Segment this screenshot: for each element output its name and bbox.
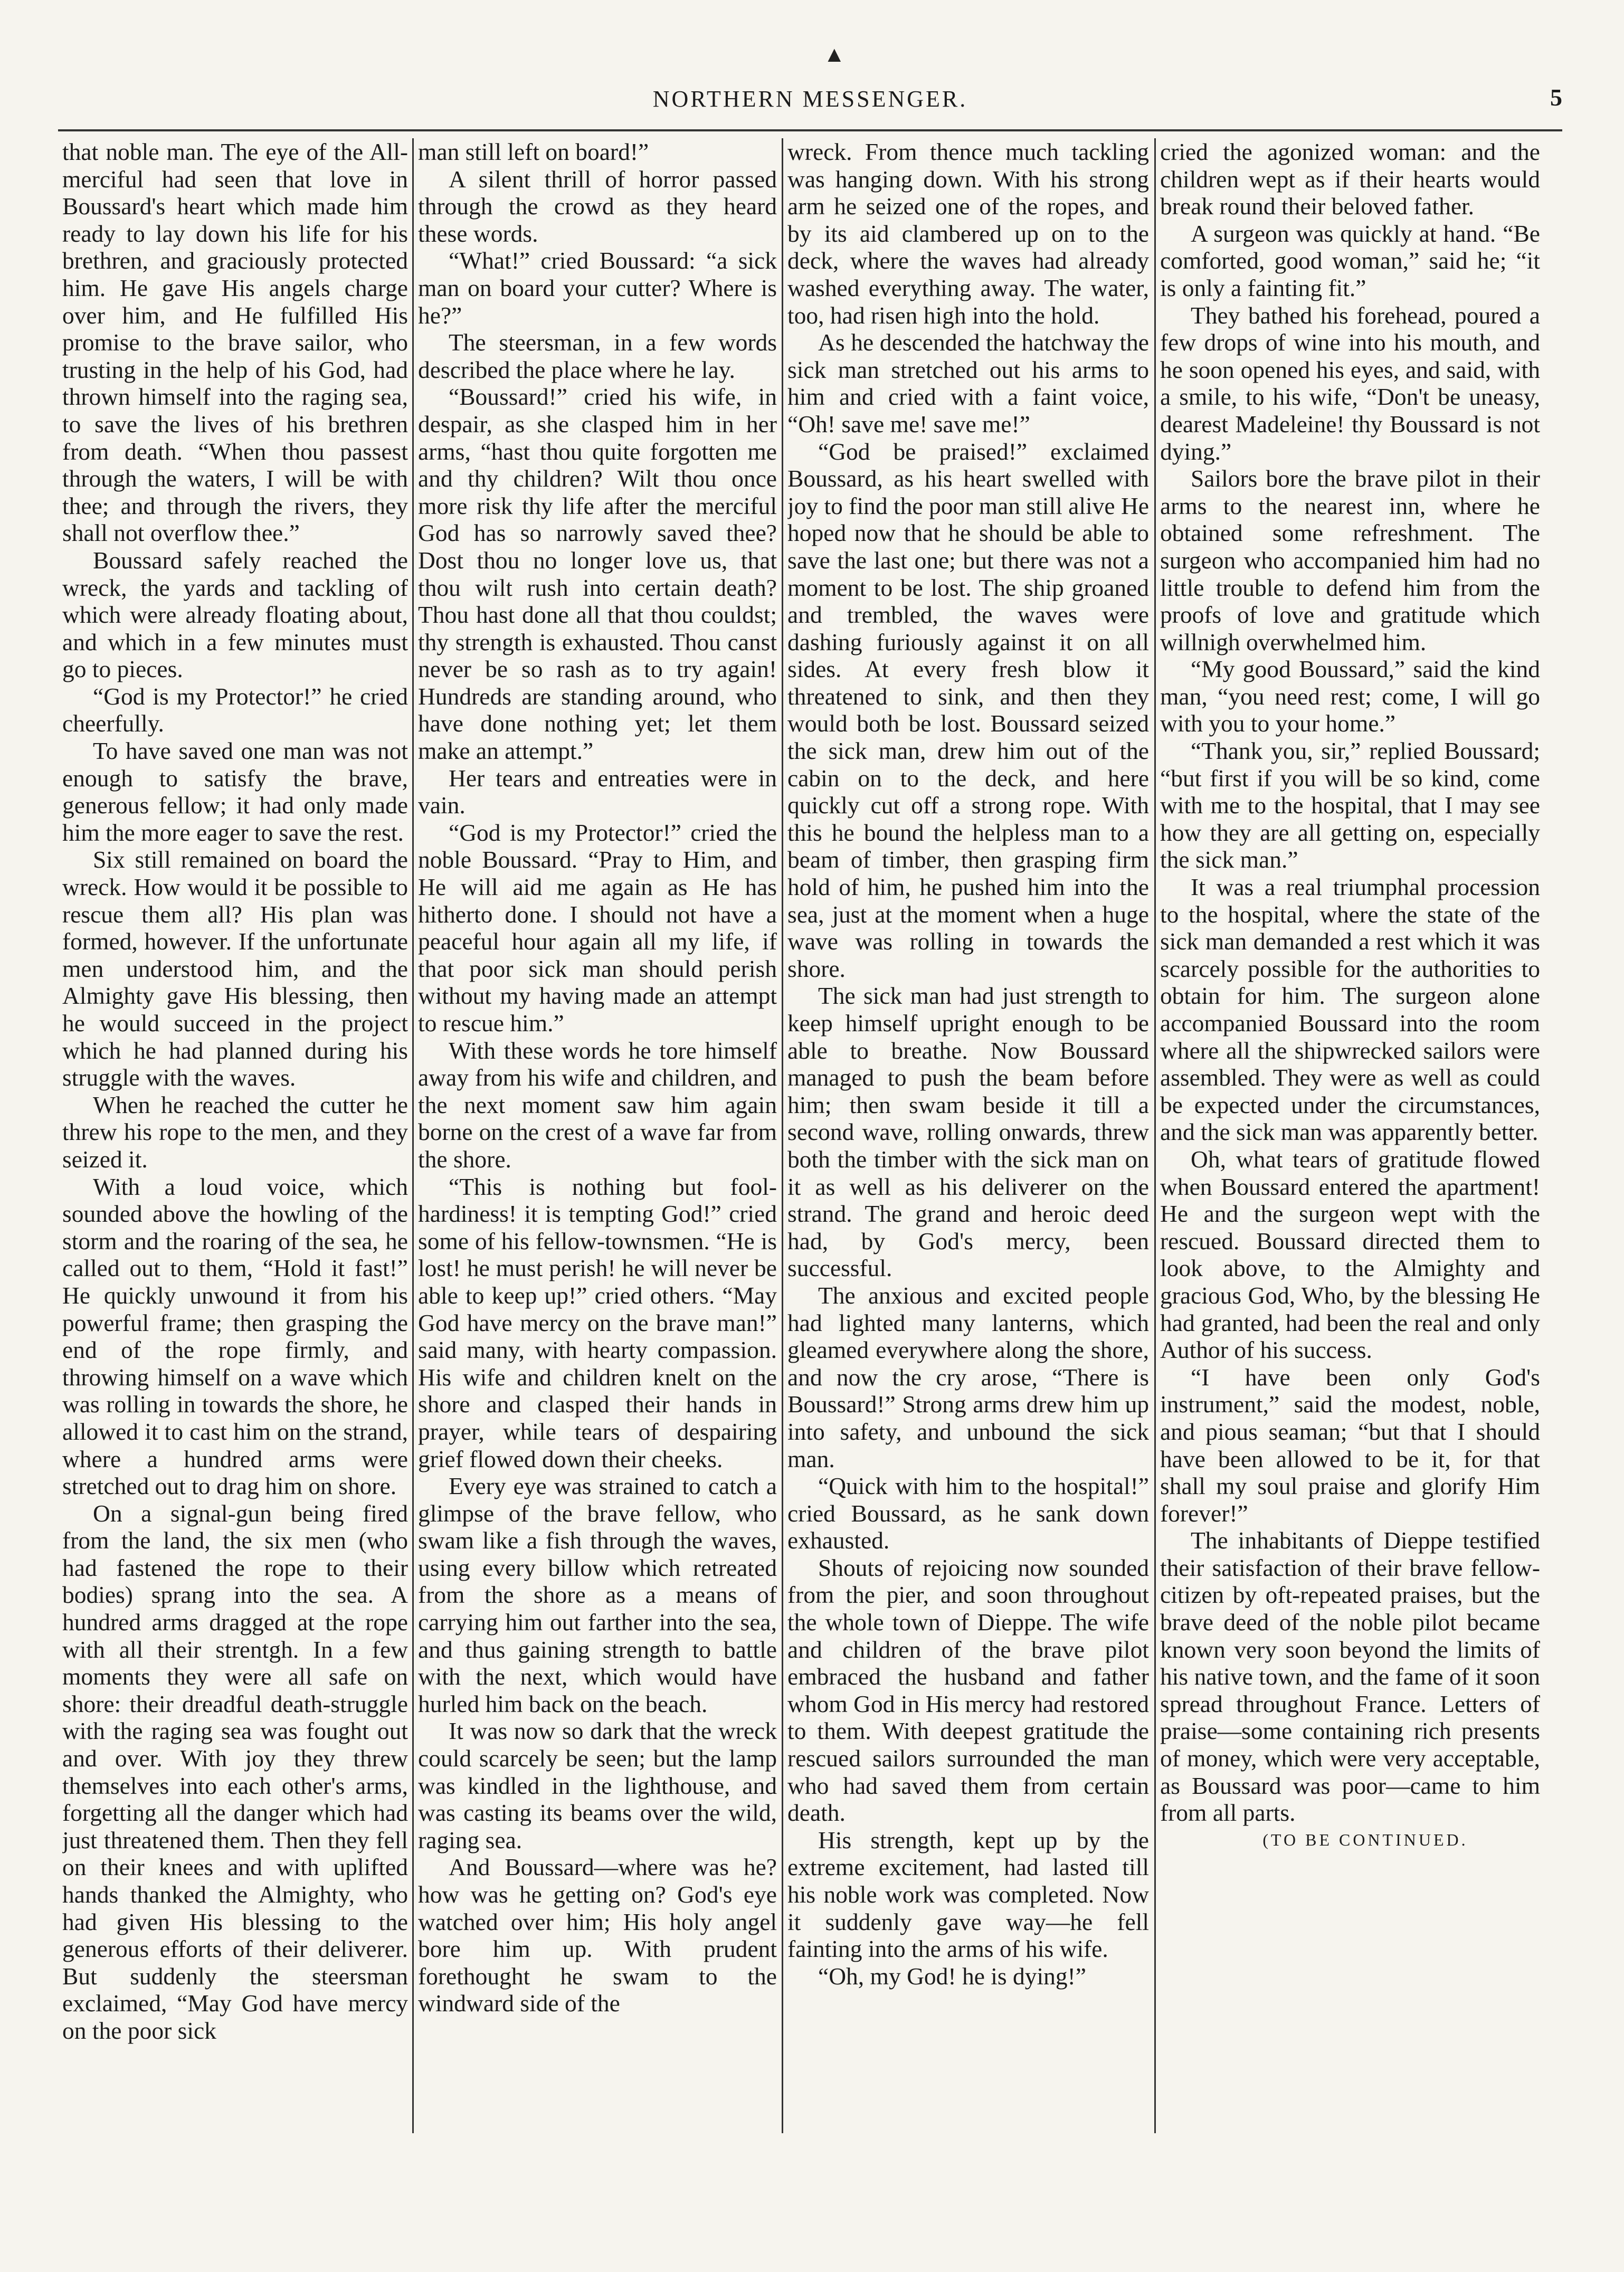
paragraph: And Boussard—where was he? how was he getting on? God's eye watched over him; His holy angel bore him up. With prudent forethought he swam to the windward side of the — [418, 1853, 777, 2017]
page-header — [58, 79, 1562, 121]
paragraph: Her tears and entreaties were in vain. — [418, 764, 777, 819]
paragraph: “What!” cried Boussard: “a sick man on board your cutter? Where is he?” — [418, 247, 777, 329]
article-column-4 — [1160, 138, 1540, 2133]
paragraph: As he descended the hatchway the sick man stretched out his arms to him and cried with a faint voice, “Oh! save me! save me!” — [787, 329, 1149, 438]
paragraph: Sailors bore the brave pilot in their arms to the nearest inn, where he obtained some refreshment. The surgeon who accompanied him had no little trouble to defend him from the proofs of love and gratitude which willnigh overwhelmed him. — [1160, 465, 1540, 655]
article-column-3 — [787, 138, 1149, 2133]
paragraph: It was now so dark that the wreck could scarcely be seen; but the lamp was kindled in the lighthouse, and was casting its beams over the wild, raging sea. — [418, 1717, 777, 1853]
paragraph: “God is my Protector!” cried the noble Boussard. “Pray to Him, and He will aid me again as He has hitherto done. I should not have a peaceful hour again all my life, if that poor sick man should perish without my having made an attempt to rescue him.” — [418, 819, 777, 1037]
paragraph: “This is nothing but fool-hardiness! it is tempting God!” cried some of his fellow-townsmen. “He is lost! he must perish! he will never be able to keep up!” cried others. “May God have mercy on the brave man!” said many, with hearty compassion. His wife and children knelt on the shore and clasped their hands in prayer, while tears of despairing grief flowed down their cheeks. — [418, 1173, 777, 1472]
paragraph: On a signal-gun being fired from the land, the six men (who had fastened the rope to their bodies) sprang into the sea. A hundred arms dragged at the rope with all their strentgh. In a few moments they were all safe on shore: their dreadful death-struggle with the raging sea was fought out and over. With joy they threw themselves into each other's arms, forgetting all the danger which had just threatened them. Then they fell on their knees and with uplifted hands thanked the Almighty, who had given His blessing to the generous efforts of their deliverer. But suddenly the steersman exclaimed, “May God have mercy on the poor sick — [62, 1499, 408, 2044]
paragraph: “God is my Protector!” he cried cheerfully. — [62, 682, 408, 737]
paragraph: With these words he tore himself away from his wife and children, and the next moment saw him again borne on the crest of a wave far from the shore. — [418, 1037, 777, 1173]
paragraph: “My good Boussard,” said the kind man, “you need rest; come, I will go with you to your home.” — [1160, 655, 1540, 737]
paragraph: With a loud voice, which sounded above the howling of the storm and the roaring of the sea, he called out to them, “Hold it fast!” He quickly unwound it from his powerful frame; then grasping the end of the rope firmly, and throwing himself on a wave which was rolling in towards the shore, he allowed it to cast him on the strand, where a hundred arms were stretched out to drag him on shore. — [62, 1173, 408, 1500]
paragraph: To have saved one man was not enough to satisfy the brave, generous fellow; it had only made him the more eager to save the rest. — [62, 737, 408, 846]
paragraph: Oh, what tears of gratitude flowed when Boussard entered the apartment! He and the surgeon wept with the rescued. Boussard directed them to look above, to the Almighty and gracious God, Who, by the blessing He had granted, had been the real and only Author of his success. — [1160, 1145, 1540, 1364]
column-divider — [1154, 138, 1156, 2133]
paragraph: It was a real triumphal procession to the hospital, where the state of the sick man demanded a rest which it was scarcely possible for the authorities to obtain for him. The surgeon alone accompanied Boussard into the room where all the shipwrecked sailors were assembled. They were as well as could be expected under the circumstances, and the sick man was apparently better. — [1160, 873, 1540, 1146]
page-number: 5 — [1550, 84, 1562, 111]
paragraph: The anxious and excited people had lighted many lanterns, which gleamed everywhere along the shore, and now the cry arose, “There is Boussard!” Strong arms drew him up into safety, and unbound the sick man. — [787, 1281, 1149, 1472]
column-divider — [782, 138, 783, 2133]
paragraph: “Quick with him to the hospital!” cried Boussard, as he sank down exhausted. — [787, 1472, 1149, 1554]
paragraph: “God be praised!” exclaimed Boussard, as his heart swelled with joy to find the poor man still alive He hoped now that he should be able to save the last one; but there was not a moment to be lost. The ship groaned and trembled, the waves were dashing furiously against it on all sides. At every fresh blow it threatened to sink, and then they would both be lost. Boussard seized the sick man, drew him out of the cabin on to the deck, and here quickly cut off a strong rope. With this he bound the helpless man to a beam of timber, then grasping firm hold of him, he pushed him into the sea, just at the moment when a huge wave was rolling in towards the shore. — [787, 438, 1149, 982]
ink-mark-icon: ▲ — [823, 43, 846, 67]
header-rule — [58, 129, 1562, 131]
to-be-continued: (TO BE CONTINUED. — [1262, 1830, 1468, 1849]
paragraph: Shouts of rejoicing now sounded from the pier, and soon throughout the whole town of Dieppe. The wife and children of the brave pilot embraced the husband and father whom God in His mercy had restored to them. With deepest gratitude the rescued sailors surrounded the man who had saved them from certain death. — [787, 1554, 1149, 1827]
publication-title: NORTHERN MESSENGER. — [652, 86, 968, 112]
column-divider — [412, 138, 414, 2133]
paragraph: “I have been only God's instrument,” said the modest, noble, and pious seaman; “but that I should have been allowed to be it, for that shall my soul praise and glorify Him forever!” — [1160, 1363, 1540, 1527]
paragraph: Six still remained on board the wreck. How would it be possible to rescue them all? His plan was formed, however. If the unfortunate men understood him, and the Almighty gave His blessing, then he would succeed in the project which he had planned during his struggle with the waves. — [62, 846, 408, 1091]
paragraph: Every eye was strained to catch a glimpse of the brave fellow, who swam like a fish through the waves, using every billow which retreated from the shore as a means of carrying him out farther into the sea, and thus gaining strength to battle with the next, which would have hurled him back on the beach. — [418, 1472, 777, 1717]
paragraph: “Thank you, sir,” replied Boussard; “but first if you will be so kind, come with me to the hospital, that I may see how they are all getting on, especially the sick man.” — [1160, 737, 1540, 873]
paragraph: Boussard safely reached the wreck, the yards and tackling of which were already floating about, and which in a few minutes must go to pieces. — [62, 546, 408, 683]
paragraph: The inhabitants of Dieppe testified their satisfaction of their brave fellow-citizen by oft-repeated praises, but the brave deed of the noble pilot became known very soon beyond the limits of his native town, and the fame of it soon spread throughout France. Letters of praise—some containing rich presents of money, which were very acceptable, as Boussard was poor—came to him from all parts. — [1160, 1527, 1540, 1827]
paragraph: “Oh, my God! he is dying!” — [818, 1962, 1086, 1990]
paragraph: His strength, kept up by the extreme excitement, had lasted till his noble work was completed. Now it suddenly gave way—he fell fainting into the arms of his wife. — [787, 1826, 1149, 1963]
paragraph: cried the agonized woman: and the children wept as if their hearts would break round their beloved father. — [1160, 138, 1540, 220]
paragraph: When he reached the cutter he threw his rope to the men, and they seized it. — [62, 1091, 408, 1173]
paragraph: They bathed his forehead, poured a few drops of wine into his mouth, and he soon opened his eyes, and said, with a smile, to his wife, “Don't be uneasy, dearest Madeleine! thy Boussard is not dying.” — [1160, 301, 1540, 465]
paragraph: A silent thrill of horror passed through the crowd as they heard these words. — [418, 165, 777, 247]
paragraph: that noble man. The eye of the All-merciful had seen that love in Boussard's heart which made him ready to lay down his life for his brethren, and graciously protected him. He gave His angels charge over him, and He fulfilled His promise to the brave sailor, who trusting in the help of his God, had thrown himself into the raging sea, to save the lives of his brethren from death. “When thou passest through the waters, I will be with thee; and through the rivers, they shall not overflow thee.” — [62, 138, 408, 547]
paragraph: wreck. From thence much tackling was hanging down. With his strong arm he seized one of the ropes, and by its aid clambered up on to the deck, where the waves had already washed everything away. The water, too, had risen high into the hold. — [787, 138, 1149, 329]
article-column-1 — [62, 138, 408, 2133]
article-column-2 — [418, 138, 777, 2133]
paragraph: man still left on board!” — [418, 138, 649, 165]
paragraph: A surgeon was quickly at hand. “Be comforted, good woman,” said he; “it is only a fainting fit.” — [1160, 220, 1540, 301]
paragraph: The sick man had just strength to keep himself upright enough to be able to breathe. Now Boussard managed to push the beam before him; then swam beside it till a second wave, rolling onwards, threw both the timber with the sick man on it as well as his deliverer on the strand. The grand and heroic deed had, by God's mercy, been successful. — [787, 982, 1149, 1282]
paragraph: “Boussard!” cried his wife, in despair, as she clasped him in her arms, “hast thou quite forgotten me and thy children? Wilt thou once more risk thy life after the merciful God has so narrowly saved thee? Dost thou no longer love us, that thou wilt rush into certain death? Thou hast done all that thou couldst; thy strength is exhausted. Thou canst never be so rash as to try again! Hundreds are standing around, who have done nothing yet; let them make an attempt.” — [418, 383, 777, 765]
paragraph: The steersman, in a few words described the place where he lay. — [418, 329, 777, 383]
